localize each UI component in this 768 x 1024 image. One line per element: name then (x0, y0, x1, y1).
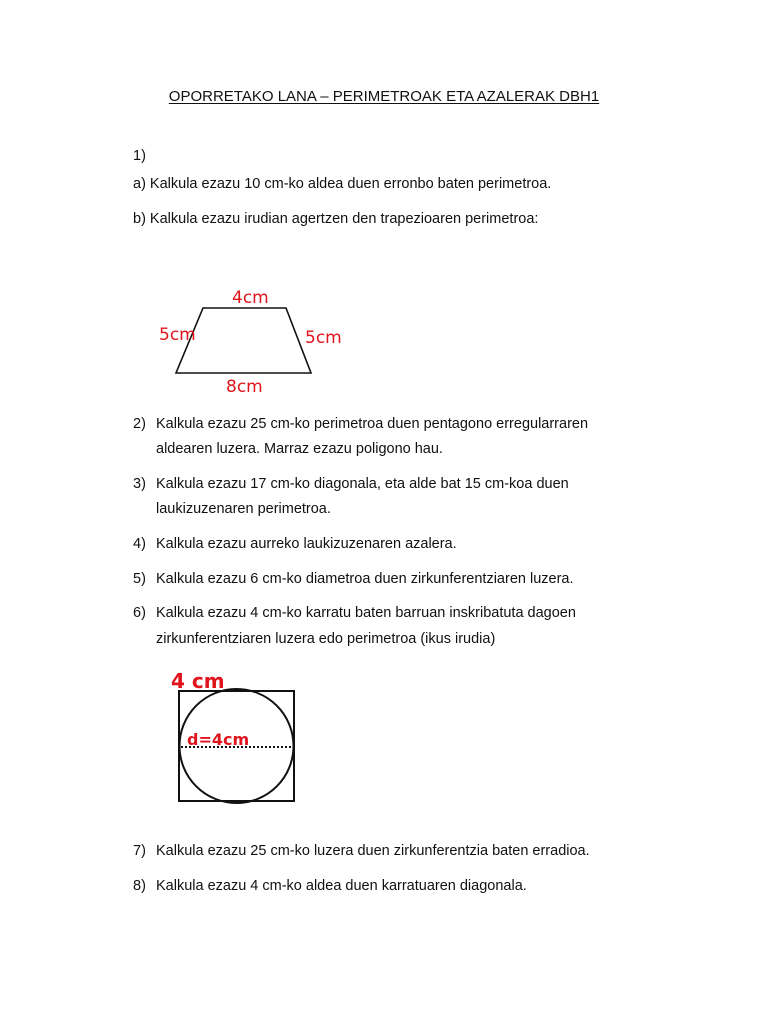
trapezoid-right-label: 5cm (305, 328, 342, 348)
question-4-line1: Kalkula ezazu aurreko laukizuzenaren azalera. (156, 536, 457, 552)
question-5-number: 5) (133, 571, 146, 587)
question-6-line1: Kalkula ezazu 4 cm-ko karratu baten barruan inskribatuta dagoen (156, 605, 576, 621)
diameter-label: d=4cm (187, 730, 250, 749)
question-7-number: 7) (133, 843, 146, 859)
trapezoid-shape (176, 308, 311, 373)
inscribed-circle (180, 689, 294, 803)
question-3-line1: Kalkula ezazu 17 cm-ko diagonala, eta alde bat 15 cm-koa duen (156, 476, 569, 492)
question-3-number: 3) (133, 476, 146, 492)
question-2-line2: aldearen luzera. Marraz ezazu poligono hau. (156, 441, 443, 457)
trapezoid-bottom-label: 8cm (226, 377, 263, 397)
question-2-line1: Kalkula ezazu 25 cm-ko perimetroa duen pentagono erregularraren (156, 416, 589, 432)
question-2-number: 2) (133, 416, 146, 432)
question-6-number: 6) (133, 605, 146, 621)
question-1a: a) Kalkula ezazu 10 cm-ko aldea duen erronbo baten perimetroa. (133, 176, 552, 192)
square-shape (179, 691, 294, 801)
trapezoid-left-label: 5cm (159, 325, 196, 345)
question-1b: b) Kalkula ezazu irudian agertzen den trapezioaren perimetroa: (133, 211, 539, 227)
square-side-label: 4 cm (171, 669, 225, 693)
question-8-number: 8) (133, 878, 146, 894)
trapezoid-top-label: 4cm (232, 288, 269, 308)
question-6-line2: zirkunferentziaren luzera edo perimetroa (ikus irudia) (156, 631, 496, 647)
question-1-number: 1) (133, 148, 146, 164)
page-title: OPORRETAKO LANA – PERIMETROAK ETA AZALERAK DBH1 (168, 88, 600, 105)
question-5-line1: Kalkula ezazu 6 cm-ko diametroa duen zirkunferentziaren luzera. (156, 571, 574, 587)
question-4-number: 4) (133, 536, 146, 552)
question-7-line1: Kalkula ezazu 25 cm-ko luzera duen zirkunferentzia baten erradioa. (156, 843, 590, 859)
question-8-line1: Kalkula ezazu 4 cm-ko aldea duen karratuaren diagonala. (156, 878, 527, 894)
question-3-line2: laukizuzenaren perimetroa. (156, 501, 331, 517)
